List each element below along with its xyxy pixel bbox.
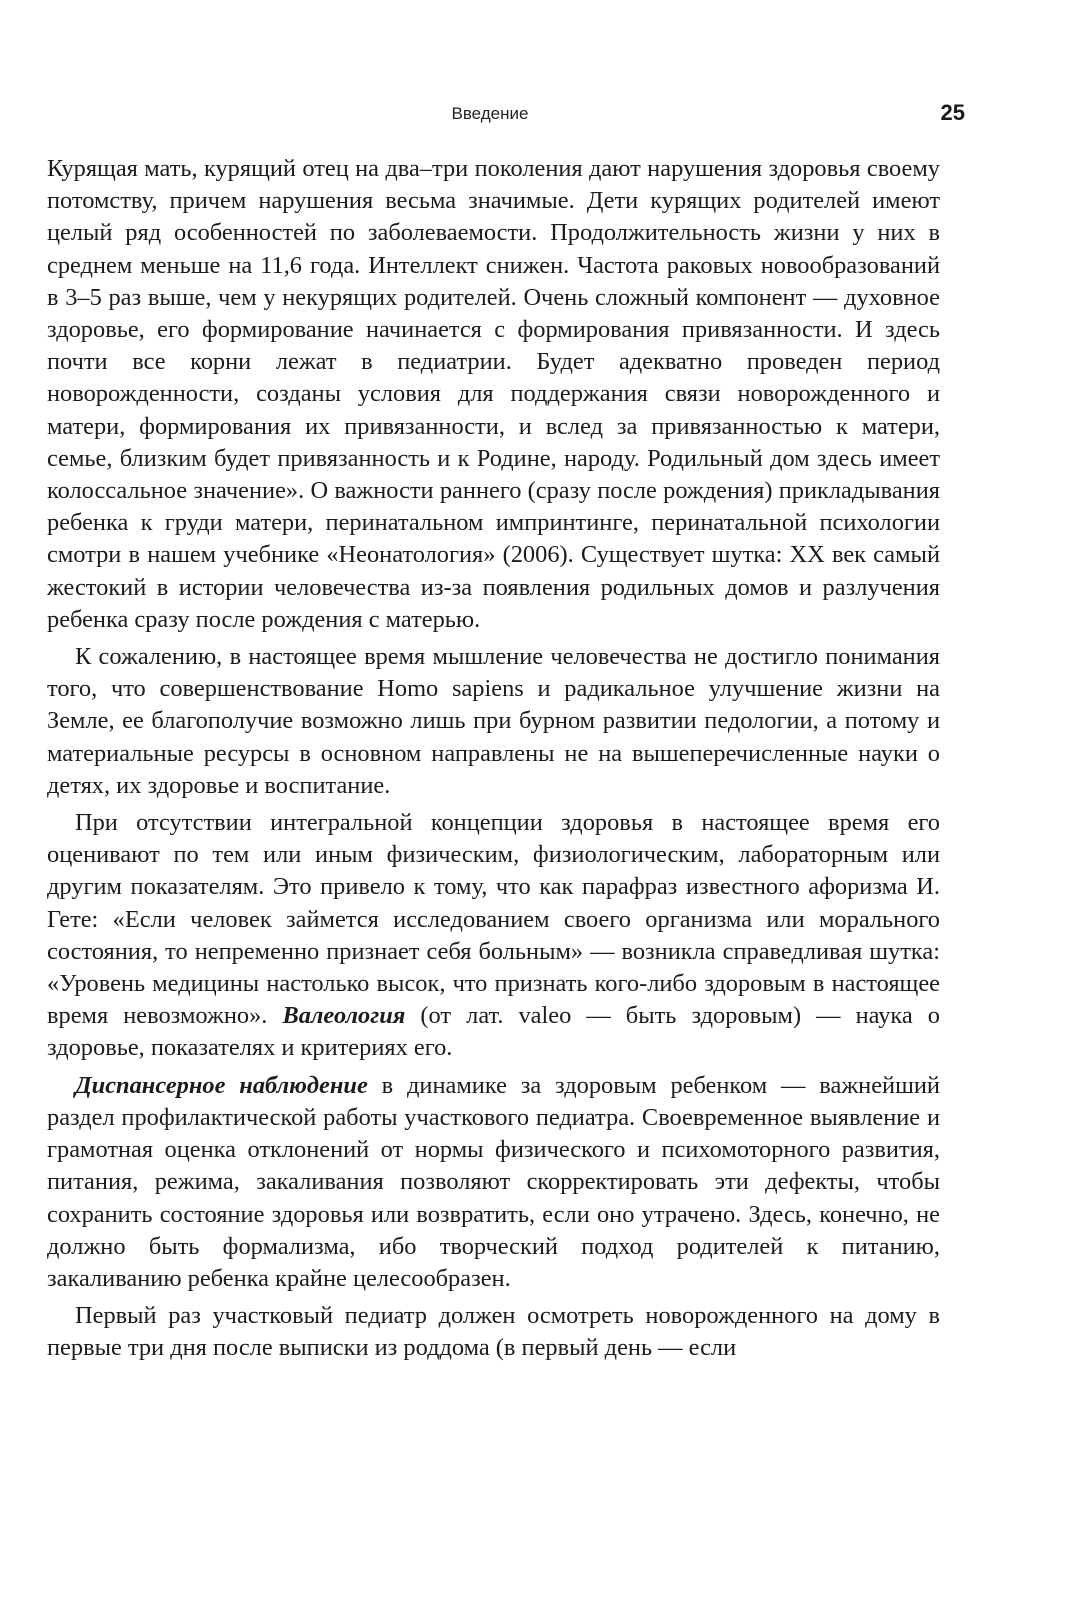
paragraph-text: К сожалению, в настоящее время мышление человечества не достигло понимания того, что совершенствование Homo sapiens и радикальное улучшение жизни на Земле, ее благополучие возможно лишь при бурном развитии педологии, а потому и материальные ресурсы в основном направлены не на вышеперечисленные науки о детях, их здоровье и воспитание. — [47, 643, 940, 799]
body-text — [47, 153, 940, 1370]
paragraph-humanity-thinking — [47, 641, 940, 802]
page-number: 25 — [940, 100, 965, 125]
running-header — [0, 100, 1075, 130]
paragraph-health-concept — [47, 807, 940, 1065]
term-valeology: Валеология — [282, 1002, 406, 1030]
paragraph-text: (от лат. valeo — быть здоровым) — наука о здоровье, показателях и критериях его. — [47, 1002, 940, 1062]
paragraph-text: При отсутствии интегральной концепции здоровья в настоящее время его оценивают по тем или иным физическим, физиологическим, лабораторным или другим показателям. Это привело к тому, что как парафраз известного афоризма И. Гете: «Если человек займется исследованием своего организма или морального состояния, то непременно признает себя больным» — возникла справедливая шутка: «Уровень медицины настолько высок, что признать кого-либо здоровым в настоящее время невозможно». — [47, 809, 940, 1030]
paragraph-text: Курящая мать, курящий отец на два–три поколения дают нарушения здоровья своему потомству, причем нарушения весьма значимые. Дети курящих родителей имеют целый ряд особенностей по заболеваемости. Продолжительность жизни у них в среднем меньше на 11,6 года. Интеллект снижен. Частота раковых новообразований в 3–5 раз выше, чем у некурящих родителей. Очень сложный компонент — духовное здоровье, его формирование начинается с формирования привязанности. И здесь почти все корни лежат в педиатрии. Будет адекватно проведен период новорожденности, созданы условия для поддержания связи новорожденного и матери, формирования их привязанности, и вслед за привязанностью к матери, семье, близким будет привязанность и к Родине, народу. Родильный дом здесь имеет колоссальное значение». О важности раннего (сразу после рождения) прикладывания ребенка к груди матери, перинатальном импринтинге, перинатальной психологии смотри в нашем учебнике «Неонатология» (2006). Существует шутка: XX век самый жестокий в истории человечества из-за появления родильных домов и разлучения ребенка сразу после рождения с матерью. — [47, 155, 940, 633]
paragraph-text: Первый раз участковый педиатр должен осмотреть новорожденного на дому в первые три дня после выписки из роддома (в первый день — если — [47, 1302, 940, 1362]
paragraph-smoking-parents — [47, 153, 940, 636]
paragraph-first-visit — [47, 1300, 940, 1364]
paragraph-text: в динамике за здоровым ребенком — важнейший раздел профилактической работы участкового педиатра. Своевременное выявление и грамотная оценка отклонений от нормы физического и психомоторного развития, питания, режима, закаливания позволяют скорректировать эти дефекты, чтобы сохранить состояние здоровья или возвратить, если оно утрачено. Здесь, конечно, не должно быть формализма, ибо творческий подход родителей к питанию, закаливанию ребенка крайне целесообразен. — [47, 1071, 940, 1292]
term-dispensary-observation: Диспансерное наблюдение — [75, 1071, 368, 1099]
running-title: Введение — [451, 104, 529, 123]
paragraph-dispensary-observation — [47, 1070, 940, 1295]
